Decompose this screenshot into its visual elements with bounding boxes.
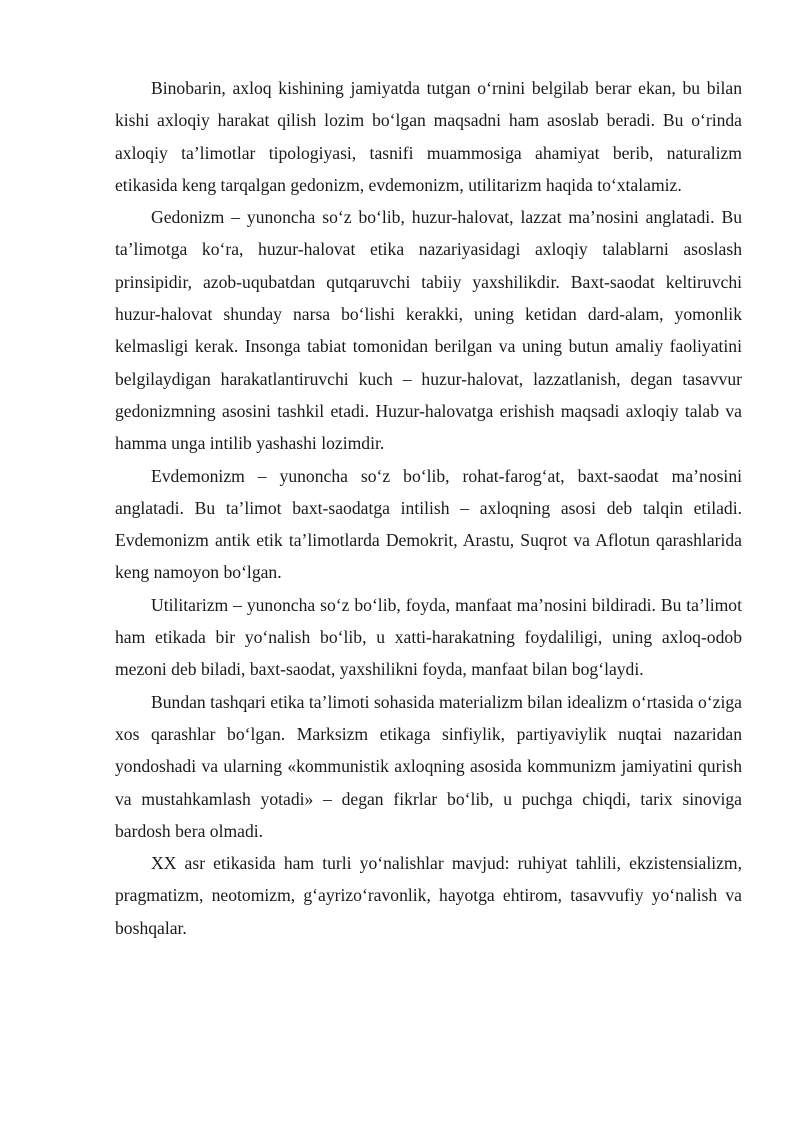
paragraph-gedonizm: Gedonizm – yunoncha so‘z bo‘lib, huzur-halovat, lazzat ma’nosini anglatadi. Bu ta’limotga ko‘ra, huzur-halovat etika nazariyasidagi axloqiy talablarni asoslash prinsipidir, azob-uqubatdan qutqaruvchi tabiiy yaxshilikdir. Baxt-saodat keltiruvchi huzur-halovat shunday narsa bo‘lishi kerakki, uning ketidan dard-alam, yomonlik kelmasligi kerak. Insonga tabiat tomonidan berilgan va uning butun amaliy faoliyatini belgilaydigan harakatlantiruvchi kuch – huzur-halovat, lazzatlanish, degan tasavvur gedonizmning asosini tashkil etadi. Huzur-halovatga erishish maqsadi axloqiy talab va hamma unga intilib yashashi lozimdir. xyxy=(115,207,742,454)
paragraph-evdemonizm: Evdemonizm – yunoncha so‘z bo‘lib, rohat-farog‘at, baxt-saodat ma’nosini anglatadi. Bu ta’limot baxt-saodatga intilish – axloqning asosi deb talqin etiladi. Evdemonizm antik etik ta’limotlarda Demokrit, Arastu, Suqrot va Aflotun qarashlarida keng namoyon bo‘lgan. xyxy=(115,465,742,583)
paragraph-utilitarizm: Utilitarizm – yunoncha so‘z bo‘lib, foyda, manfaat ma’nosini bildiradi. Bu ta’limot ham etikada bir yo‘nalish bo‘lib, u xatti-harakatning foydaliligi, uning axloq-odob mezoni deb biladi, baxt-saodat, yaxshilikni foyda, manfaat bilan bog‘laydi. xyxy=(115,594,742,680)
paragraph-xx-century: XX asr etikasida ham turli yo‘nalishlar mavjud: ruhiyat tahlili, ekzistensializm, pragmatizm, neotomizm, g‘ayrizo‘ravonlik, hayotga ehtirom, tasavvufiy yo‘nalish va boshqalar. xyxy=(115,853,742,938)
paragraph-intro: Binobarin, axloq kishining jamiyatda tutgan o‘rnini belgilab berar ekan, bu bilan kishi axloqiy harakat qilish lozim bo‘lgan maqsadni ham asoslab beradi. Bu o‘rinda axloqiy ta’limotlar tipologiyasi, tasnifi muammosiga ahamiyat berib, naturalizm etikasida keng tarqalgan gedonizm, evdemonizm, utilitarizm haqida to‘xtalamiz. xyxy=(115,78,742,195)
document-page xyxy=(115,72,742,944)
paragraph-marksizm: Bundan tashqari etika ta’limoti sohasida materializm bilan idealizm o‘rtasida o‘ziga xos qarashlar bo‘lgan. Marksizm etikaga sinfiylik, partiyaviylik nuqtai nazaridan yondoshadi va ularning «kommunistik axloqning asosida kommunizm jamiyatini qurish va mustahkamlash yotadi» – degan fikrlar bo‘lib, u puchga chiqdi, tarix sinoviga bardosh bera olmadi. xyxy=(115,691,742,841)
